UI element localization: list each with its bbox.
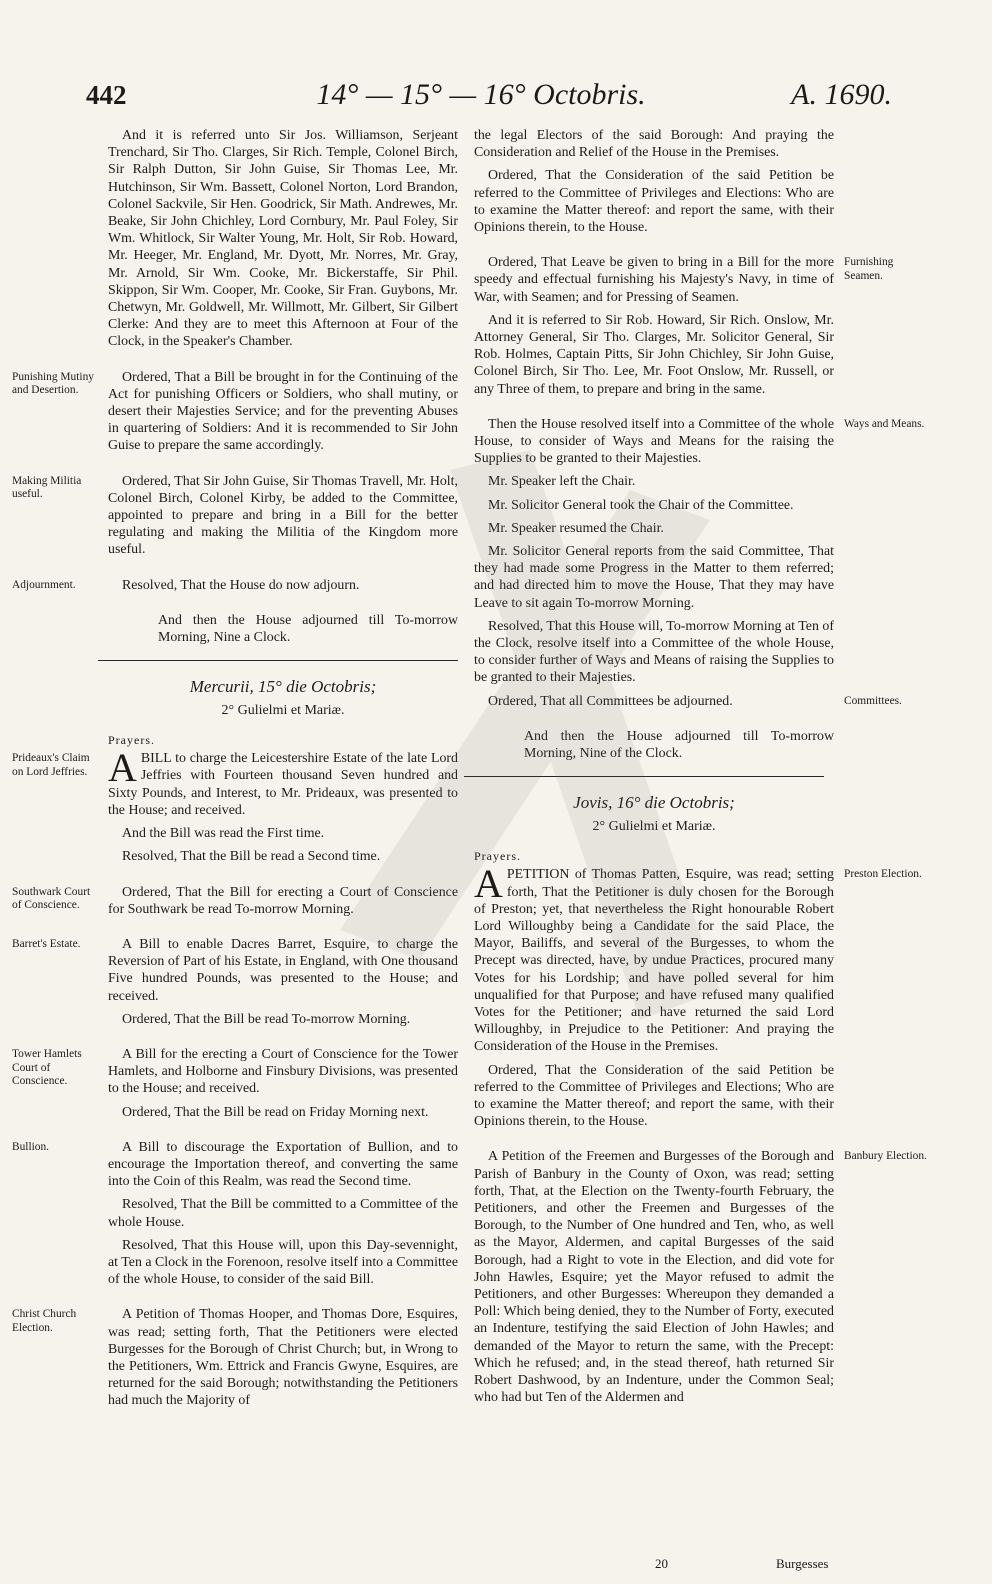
entry-paragraph (108, 745, 458, 819)
margin-note: Making Militia useful. (12, 474, 82, 501)
entry-paragraph (474, 861, 834, 1055)
regnal-year: 2° Gulielmi et Mariæ. (221, 703, 345, 719)
entry-paragraph: Ordered, That the Bill for erecting a Court of Conscience for Southwark be read To-morrow Morning. (108, 884, 458, 917)
paragraph-gap (108, 1034, 458, 1046)
margin-note: Ways and Means. (844, 417, 925, 430)
running-head-dates: 14° — 15° — 16° Octobris. (316, 78, 646, 111)
entry-paragraph: Ordered, That a Bill be brought in for the Continuing of the Act for punishing Officers or Soldiers, who shall mutiny, or desert their Majesties Service; and for the preventing Abuses in quartering of Soldiers: And it is recommended to Sir John Guise to prepare the same accordingly. (108, 369, 458, 454)
paragraph-text: PETITION of Thomas Patten, Esquire, was read; setting forth, That the Petitioner is duly chosen for the Borough of Preston; yet, that nevertheless the Right honourable Robert Lord Willoughby being a Candidate for the said Place, the Mayor, Bailiffs, and several of the Burgesses, to whom the Precept was directed, have, by undue Practices, procured many Votes for his Lordship; and have polled several for him unqualified for that Purpose; and have refused many qualified Votes for the Petitioner; and have returned the said Lord Willoughby, in Prejudice to the Petitioner: And praying the Consideration of the House in the Premises. (474, 867, 834, 1055)
prayers-heading: Prayers. (108, 733, 155, 748)
entry-paragraph: A Petition of Thomas Hooper, and Thomas Dore, Esquires, was read; setting forth, That the Petitioners were elected Burgesses for the Borough of Christ Church; but, in Wrong to the Petitioners, Wm. Ettrick and Francis Gwyne, Esquires, are returned for the said Borough; notwithstanding the Petitioners had much the Majority of (108, 1307, 458, 1409)
margin-note: Furnishing Seamen. (844, 256, 894, 282)
drop-cap: A (108, 745, 137, 791)
adjournment-line: And then the House adjourned till To-morrow Morning, Nine a Clock. (158, 612, 458, 646)
paragraph-gap (108, 600, 458, 612)
entry-paragraph: Then the House resolved itself into a Committee of the whole House, to consider of Ways and Means for the raising the Supplies to be granted to their Majesties. (474, 416, 834, 467)
right-column (474, 127, 834, 1412)
entry-paragraph: Resolved, That the Bill be committed to a Committee of the whole House. (108, 1197, 458, 1230)
prayers-heading: Prayers. (474, 849, 521, 864)
day-heading: Mercurii, 15° die Octobris; (189, 677, 377, 697)
entry-paragraph: Resolved, That this House will, upon this Day-sevennight, at Ten a Clock in the Forenoon, resolve itself into a Committee of the whole House, to consider of the said Bill. (108, 1237, 458, 1288)
entry-paragraph: Ordered, That all Committees be adjourned. (488, 693, 733, 709)
paragraph-gap (108, 1294, 458, 1306)
margin-note: Southwark Court of Conscience. (12, 885, 91, 912)
paragraph-gap (474, 404, 834, 416)
entry-paragraph: And it is referred unto Sir Jos. Williamson, Serjeant Trenchard, Sir Tho. Clarges, Sir Rich. Temple, Colonel Birch, Sir Ralph Dutton, Sir John Guise, Sir Thomas Lee, Mr. Hutchinson, Sir Wm. Bassett, Colonel Norton, Lord Brandon, Colonel Sackvile, Sir Hen. Goodrick, Sir Math. Andrewes, Mr. Beake, Sir John Chichley, Lord Cornbury, Mr. Paul Foley, Sir Wm. Whitlock, Sir Walter Young, Mr. Holt, Sir Rob. Howard, Mr. Heeger, Mr. England, Mr. Dyott, Mr. Norres, Mr. Gray, Mr. Arnold, Sir Wm. Cooke, Mr. Bickerstaffe, Sir Phil. Skippon, Sir Wm. Cooper, Mr. Cooke, Sir Fran. Guybons, Mr. Chetwyn, Mr. Goldwell, Mr. Willmott, Mr. Gilbert, Sir Gilbert Clerke: And they are to meet this Afternoon at Four of the Clock, in the Speaker's Chamber. (108, 128, 458, 350)
margin-note: Banbury Election. (844, 1150, 927, 1163)
entry-paragraph: And it is referred to Sir Rob. Howard, Sir Rich. Onslow, Mr. Attorney General, Sir Tho. Clarges, Mr. Solicitor General, Sir Rob. Holmes, Captain Pitts, Sir John Chichley, Sir John Guise, Colonel Birch, Sir Tho. Lee, Mr. Foot Onslow, Mr. Russell, or any Three of them, to prepare and bring in the same. (474, 312, 834, 397)
adjournment-line: And then the House adjourned till To-morrow Morning, Nine of the Clock. (524, 728, 834, 762)
margin-note: Punishing Mutiny and Desertion. (12, 370, 94, 397)
paragraph-gap (474, 242, 834, 254)
entry-paragraph: A Bill to discourage the Exportation of Bullion, and to encourage the Importation thereof, and converting the same into the Coin of this Realm, was read the Second time. (108, 1139, 458, 1190)
entry-paragraph: Mr. Solicitor General took the Chair of the Committee. (488, 497, 794, 513)
day-separator-rule (98, 660, 458, 661)
drop-cap: A (474, 861, 503, 907)
entry-paragraph: Ordered, That Sir John Guise, Sir Thomas Travell, Mr. Holt, Colonel Birch, Colonel Kirby, be added to the Committee, appointed to prepare and bring in a Bill for the better regulating and making the Militia of the Kingdom more useful. (108, 473, 458, 558)
entry-paragraph: Resolved, That this House will, To-morrow Morning at Ten of the Clock, resolve itself into a Committee of the whole House, to consider further of Ways and Means of raising the Supplies to be granted to their Majesties. (474, 618, 834, 686)
entry-paragraph: Resolved, That the House do now adjourn. (122, 577, 360, 593)
paragraph-text: BILL to charge the Leicestershire Estate of the late Lord Jeffries with Fourteen thousand Seven hundred and Sixty Pounds, and Interest, to Mr. Prideaux, was presented to the House; and received. (108, 751, 458, 818)
day-separator-rule (464, 776, 824, 777)
paragraph-gap (108, 924, 458, 936)
entry-paragraph: A Bill to enable Dacres Barret, Esquire, to charge the Reversion of Part of his Estate, in England, with One thousand Five hundred Pounds, was presented to the House; and received. (108, 936, 458, 1004)
entry-paragraph: And the Bill was read the First time. (122, 826, 325, 842)
entry-paragraph: Mr. Speaker resumed the Chair. (488, 520, 664, 536)
entry-paragraph: Ordered, That the Consideration of the said Petition be referred to the Committee of Privileges and Elections; Who are to examine the Matter thereof; and report the same, with their Opinions therein, to the House. (474, 1062, 834, 1130)
paragraph-gap (108, 1127, 458, 1139)
day-heading: Jovis, 16° die Octobris; (573, 793, 735, 813)
margin-note: Bullion. (12, 1140, 50, 1153)
margin-note: Christ Church Election. (12, 1308, 77, 1334)
paragraph-gap (108, 872, 458, 884)
margin-note: Adjournment. (12, 578, 76, 591)
margin-note: Prideaux's Claim on Lord Jeffries. (12, 752, 90, 778)
left-column (108, 127, 458, 1416)
page-number: 442 (86, 80, 127, 110)
regnal-year: 2° Gulielmi et Mariæ. (592, 819, 716, 835)
entry-paragraph: Mr. Solicitor General reports from the said Committee, That they had made some Progress in the Matter to them referred; and had directed him to move the House, That they may have Leave to sit again To-morrow Morning. (474, 544, 834, 611)
entry-paragraph: Mr. Speaker left the Chair. (488, 474, 636, 490)
paragraph-gap (108, 461, 458, 473)
margin-note: Committees. (844, 694, 902, 707)
running-head-year: A. 1690. (791, 78, 892, 111)
entry-paragraph: Resolved, That the Bill be read a Second time. (122, 849, 381, 865)
entry-paragraph: A Petition of the Freemen and Burgesses of the Borough and Parish of Banbury in the County of Oxon, was read; setting forth, That, at the Election on the Twenty-fourth February, the Petitioners, and other the Freemen and Burgesses of the Borough, to the Number of One hundred and Ten, who, as well as the Mayor, Aldermen, and capital Burgesses of the said Borough, had a Right to vote in the Election, and did vote for John Hawles, Esquire; yet the Mayor refused to admit the Petitioners, and other Burgesses: Whereupon they demanded a Poll: Which being denied, they to the Number of Forty, executed an Indenture, testifying the said Election of John Hawles; and demanded of the Mayor to return the same, with the Precept: Which he refused; and, in the stead thereof, hath returned Sir Robert Dashwood, by an Indenture, under the Common Seal; who had but Ten of the Aldermen and (474, 1149, 834, 1406)
entry-paragraph: Ordered, That Leave be given to bring in a Bill for the more speedy and effectual furnishing his Majesty's Navy, in time of War, with Seamen; and for Pressing of Seamen. (474, 255, 834, 305)
entry-paragraph: the legal Electors of the said Borough: And praying the Consideration and Relief of the House in the Premises. (474, 128, 834, 161)
entry-paragraph: Ordered, That the Bill be read To-morrow Morning. (122, 1011, 411, 1027)
catchword: Burgesses (776, 1556, 829, 1571)
page-header (86, 78, 892, 122)
margin-note: Tower Hamlets Court of Conscience. (12, 1047, 82, 1088)
margin-note: Preston Election. (844, 868, 922, 881)
paragraph-gap (474, 1136, 834, 1148)
signature-mark: 20 (655, 1556, 668, 1571)
entry-paragraph: A Bill for the erecting a Court of Conscience for the Tower Hamlets, and Holborne and Finsbury Divisions, was presented to the House; and received. (108, 1046, 458, 1097)
margin-note: Barret's Estate. (12, 937, 81, 950)
paragraph-gap (474, 716, 834, 728)
paragraph-gap (108, 357, 458, 369)
entry-paragraph: Ordered, That the Consideration of the said Petition be referred to the Committee of Privileges and Elections: Who are to examine the Matter thereof: and report the same, with their Opinions therein, to the House. (474, 168, 834, 236)
paragraph-gap (108, 565, 458, 577)
entry-paragraph: Ordered, That the Bill be read on Friday Morning next. (122, 1104, 429, 1120)
